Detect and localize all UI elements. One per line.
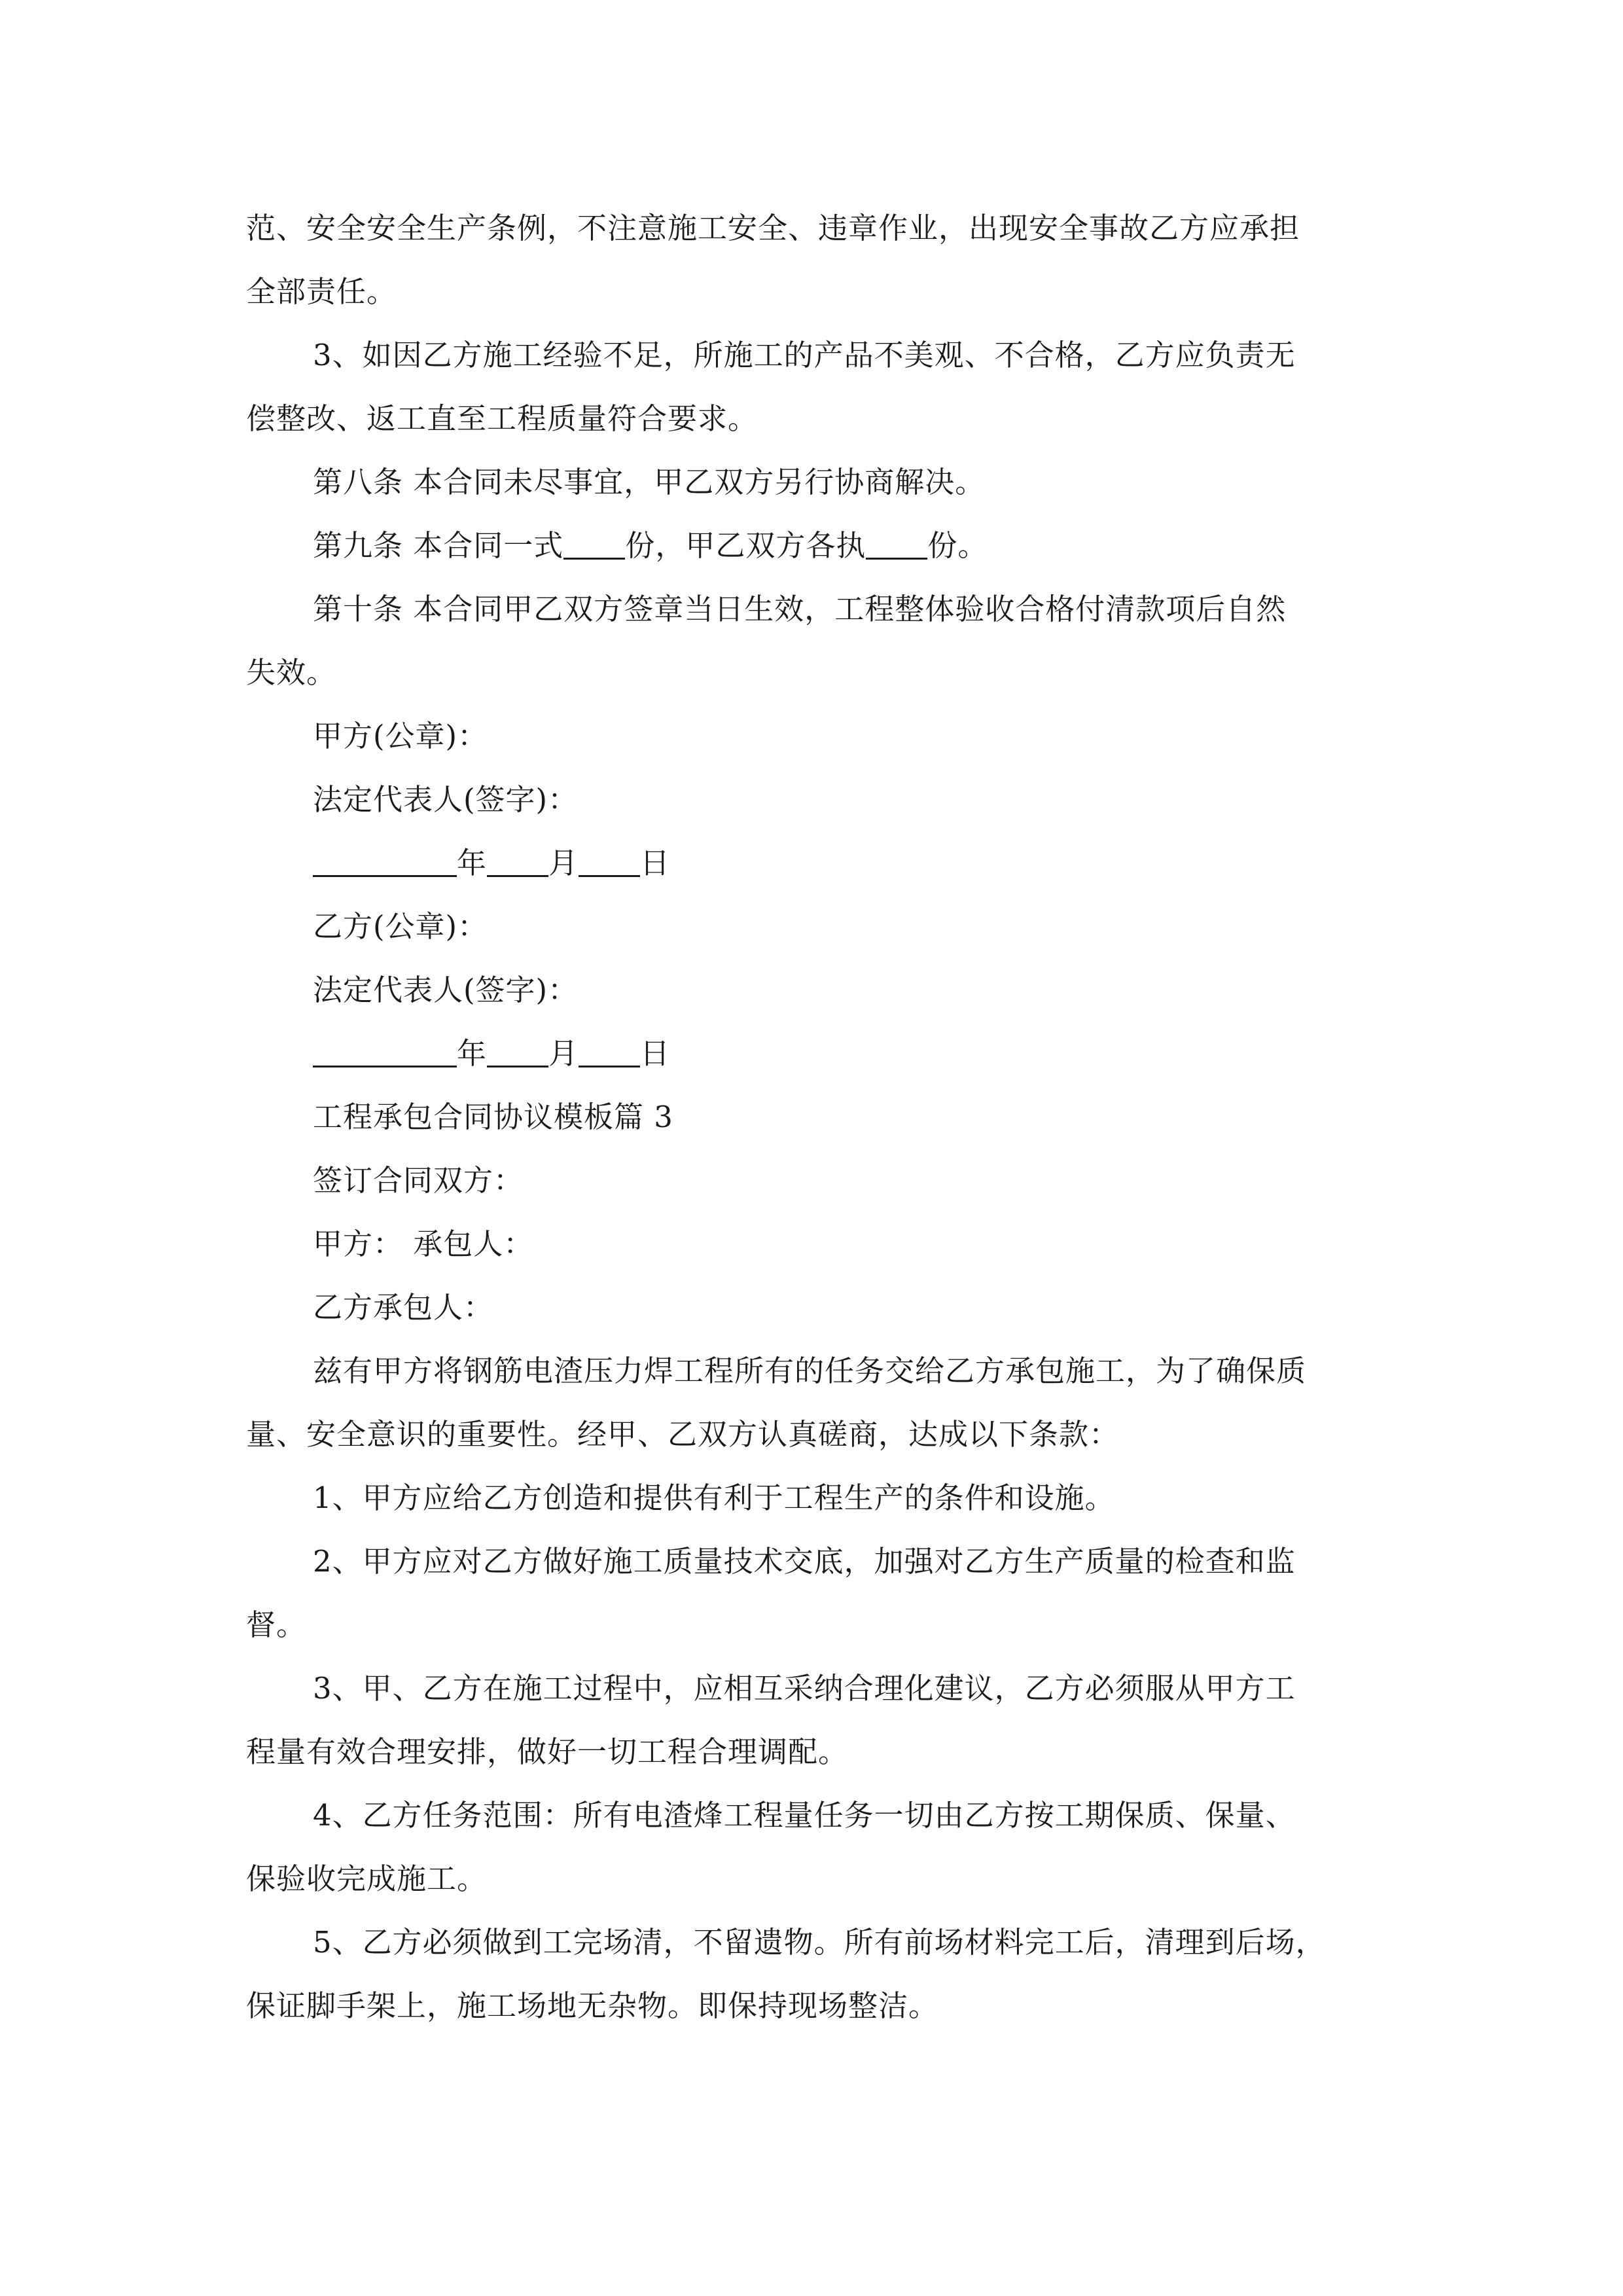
date-day-label: 日 xyxy=(640,1036,671,1071)
article-10-line-1: 第十条 本合同甲乙双方签章当日生效，工程整体验收合格付清款项后自然 xyxy=(313,592,1287,626)
clause-3b-line-2: 程量有效合理安排，做好一切工程合理调配。 xyxy=(246,1734,849,1769)
party-b-seal: 乙方(公章)： xyxy=(313,909,488,944)
clause-3-line-2: 偿整改、返工直至工程质量符合要求。 xyxy=(246,401,758,436)
article-9-text-3: 份。 xyxy=(927,528,988,563)
article-9 xyxy=(246,514,1385,577)
party-b-contractor: 乙方承包人： xyxy=(313,1290,494,1325)
article-8: 第八条 本合同未尽事宜，甲乙双方另行协商解决。 xyxy=(313,465,986,499)
blank-line xyxy=(487,849,548,877)
clause-2-line-1: 2、甲方应对乙方做好施工质量技术交底，加强对乙方生产质量的检查和监 xyxy=(313,1544,1296,1579)
intro-line-1: 兹有甲方将钢筋电渣压力焊工程所有的任务交给乙方承包施工，为了确保质 xyxy=(313,1354,1307,1388)
document-body xyxy=(246,196,1385,2037)
intro-line-2: 量、安全意识的重要性。经甲、乙双方认真磋商，达成以下条款： xyxy=(246,1417,1120,1452)
blank-line xyxy=(866,531,927,560)
blank-line xyxy=(579,1039,640,1067)
blank-line xyxy=(563,531,625,560)
date-day-label: 日 xyxy=(640,846,671,880)
clause-2-line-2: 督。 xyxy=(246,1607,307,1642)
paragraph-line: 范、安全安全生产条例，不注意施工安全、违章作业，出现安全事故乙方应承担 xyxy=(246,211,1300,245)
article-9-text-2: 份，甲乙双方各执 xyxy=(625,528,866,563)
date-year-label: 年 xyxy=(457,1036,488,1071)
clause-5-line-2: 保证脚手架上，施工场地无杂物。即保持现场整洁。 xyxy=(246,1988,939,2023)
article-10-line-2: 失效。 xyxy=(246,655,337,690)
date-month-label: 月 xyxy=(548,1036,579,1071)
paragraph-line: 全部责任。 xyxy=(246,274,397,309)
party-a-contractor: 甲方： 承包人： xyxy=(313,1227,534,1261)
clause-4-line-1: 4、乙方任务范围：所有电渣烽工程量任务一切由乙方按工期保质、保量、 xyxy=(313,1798,1296,1833)
date-month-label: 月 xyxy=(548,846,579,880)
party-a-seal: 甲方(公章)： xyxy=(313,719,488,753)
signing-parties: 签订合同双方： xyxy=(313,1163,524,1198)
blank-line xyxy=(579,849,640,877)
party-a-date xyxy=(246,831,1385,895)
date-year-label: 年 xyxy=(457,846,488,880)
section-title: 工程承包合同协议模板篇 3 xyxy=(313,1100,673,1134)
party-b-date xyxy=(246,1022,1385,1085)
clause-1: 1、甲方应给乙方创造和提供有利于工程生产的条件和设施。 xyxy=(313,1480,1115,1515)
party-a-representative: 法定代表人(签字)： xyxy=(313,782,579,817)
party-b-representative: 法定代表人(签字)： xyxy=(313,973,579,1007)
clause-5-line-1: 5、乙方必须做到工完场清，不留遗物。所有前场材料完工后，清理到后场， xyxy=(313,1925,1326,1960)
article-9-text-1: 第九条 本合同一式 xyxy=(313,528,564,563)
clause-3-line-1: 3、如因乙方施工经验不足，所施工的产品不美观、不合格，乙方应负责无 xyxy=(313,338,1296,372)
clause-4-line-2: 保验收完成施工。 xyxy=(246,1861,488,1896)
clause-3b-line-1: 3、甲、乙方在施工过程中，应相互采纳合理化建议，乙方必须服从甲方工 xyxy=(313,1671,1296,1706)
blank-line xyxy=(313,1039,457,1067)
blank-line xyxy=(313,849,457,877)
blank-line xyxy=(487,1039,548,1067)
